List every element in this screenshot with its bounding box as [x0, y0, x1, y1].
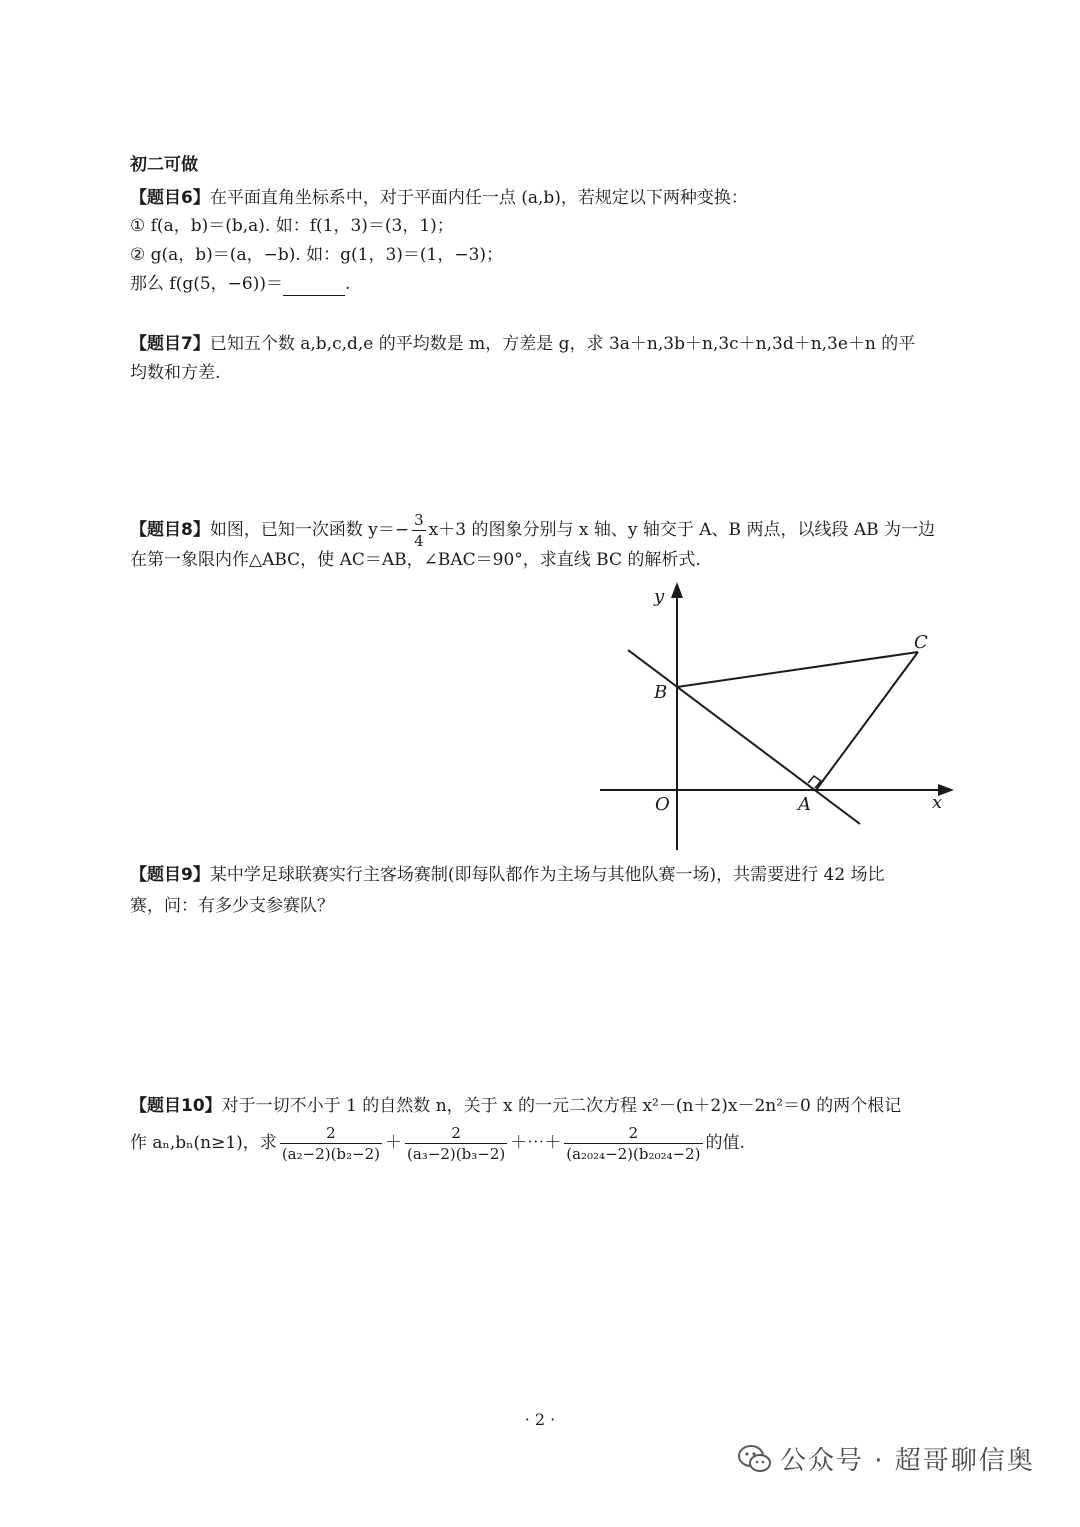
- q8-line2: 在第一象限内作△ABC，使 AC＝AB，∠BAC＝90°，求直线 BC 的解析式.: [130, 550, 701, 570]
- label-b: B: [654, 682, 668, 703]
- q10-line1: [130, 1094, 901, 1118]
- q10-plus2: ＋⋯＋: [510, 1133, 562, 1153]
- segment-bc: [677, 652, 918, 687]
- q7-line1: [130, 332, 915, 356]
- label-a: A: [798, 794, 811, 815]
- q10-line2: [130, 1120, 745, 1166]
- q10-frac2-num: 2: [405, 1123, 507, 1144]
- q6-line4: [130, 272, 350, 296]
- q6-tag: 【题目6】: [130, 188, 210, 208]
- q8-text-pre: 如图，已知一次函数 y＝−: [209, 520, 410, 540]
- q9-text1: 某中学足球联赛实行主客场赛制(即每队都作为主场与其他队赛一场)，共需要进行 42 场比: [209, 865, 885, 885]
- q9-line2: 赛，问：有多少支参赛队？: [130, 896, 334, 916]
- q6-line3: ② g(a，b)＝(a，−b). 如：g(1，3)＝(1，−3)；: [130, 245, 504, 265]
- q10-line2-post: 的值.: [705, 1133, 745, 1153]
- q8-frac-num: 3: [414, 511, 424, 529]
- q6-line4-post: .: [344, 274, 351, 294]
- q6-line2: ① f(a，b)＝(b,a). 如：f(1，3)＝(3，1)；: [130, 216, 454, 236]
- page-number: · 2 ·: [524, 1410, 556, 1429]
- q10-frac1: [280, 1123, 382, 1164]
- q10-frac3-den: (a₂₀₂₄−2)(b₂₀₂₄−2): [566, 1145, 701, 1163]
- q10-frac2-den: (a₃−2)(b₃−2): [407, 1145, 506, 1163]
- q10-frac1-num: 2: [280, 1123, 382, 1144]
- q6-line4-pre: 那么 f(g(5，−6))＝: [130, 274, 283, 294]
- q8-tag: 【题目8】: [130, 520, 210, 540]
- q10-frac3: [564, 1123, 702, 1164]
- q8-text-post: x＋3 的图象分别与 x 轴、y 轴交于 A、B 两点，以线段 AB 为一边: [428, 520, 936, 540]
- q10-frac2: [405, 1123, 507, 1164]
- label-o: O: [655, 794, 670, 815]
- q8-fraction: [412, 510, 426, 551]
- q10-line2-pre: 作 aₙ,bₙ(n≥1)，求: [130, 1133, 277, 1153]
- q9-line1: [130, 863, 885, 887]
- section-title: 初二可做: [130, 155, 198, 175]
- q10-frac3-num: 2: [564, 1123, 702, 1144]
- wechat-icon: [738, 1444, 772, 1474]
- q8-line1: [130, 508, 935, 552]
- watermark: [738, 1440, 1035, 1477]
- q7-tag: 【题目7】: [130, 334, 210, 354]
- q10-tag: 【题目10】: [130, 1096, 222, 1116]
- y-arrow-icon: [671, 582, 683, 598]
- segment-ac: [816, 652, 918, 790]
- q10-frac1-den: (a₂−2)(b₂−2): [281, 1145, 381, 1163]
- q6-text1: 在平面直角坐标系中，对于平面内任一点 (a,b)，若规定以下两种变换：: [209, 188, 748, 208]
- label-y: y: [654, 586, 665, 607]
- q7-text1: 已知五个数 a,b,c,d,e 的平均数是 m，方差是 g，求 3a＋n,3b＋n,3c＋n,3d＋n,3e＋n 的平: [209, 334, 916, 354]
- label-x: x: [932, 792, 943, 813]
- q10-text1: 对于一切不小于 1 的自然数 n，关于 x 的一元二次方程 x²－(n＋2)x－2n²＝0 的两个根记: [221, 1096, 902, 1116]
- q8-frac-den: 4: [414, 532, 424, 550]
- q10-plus1: ＋: [385, 1133, 403, 1153]
- q7-line2: 均数和方差.: [130, 363, 221, 383]
- watermark-text: 公众号 · 超哥聊信奥: [780, 1446, 1035, 1476]
- q8-figure: [598, 580, 958, 855]
- answer-blank: [283, 279, 345, 296]
- q6-line1: [130, 186, 748, 210]
- label-c: C: [914, 632, 928, 653]
- q9-tag: 【题目9】: [130, 865, 210, 885]
